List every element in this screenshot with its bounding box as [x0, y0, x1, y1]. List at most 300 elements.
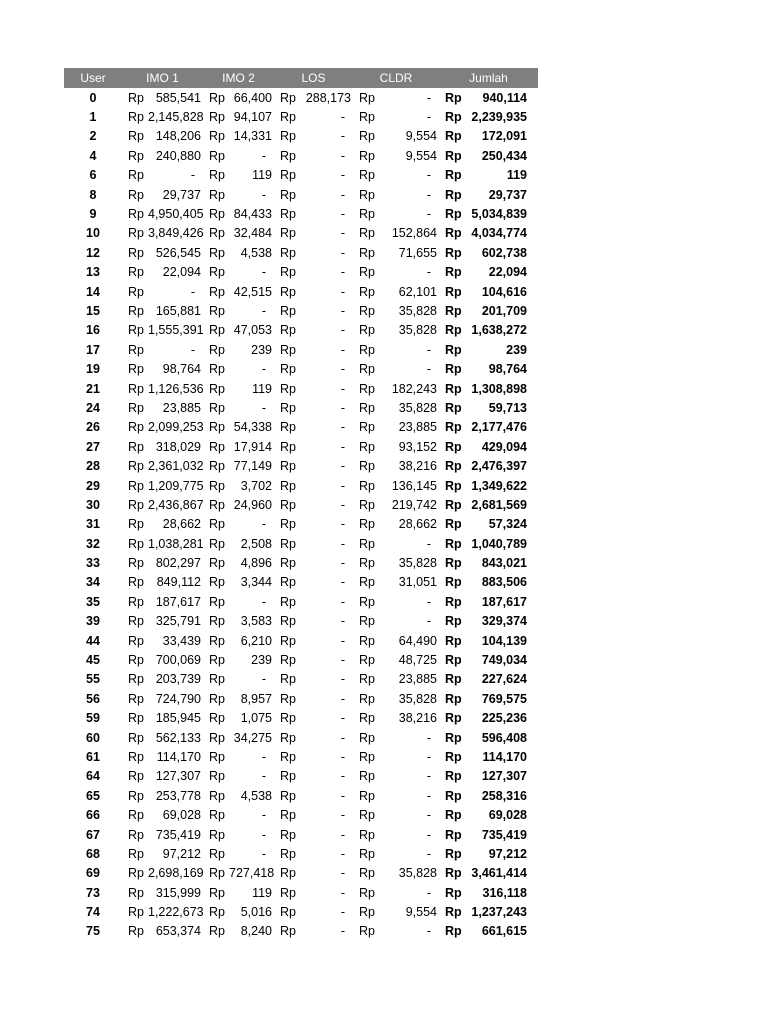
table-row	[64, 321, 538, 340]
currency-label: Rp	[128, 730, 144, 745]
cell-imo1: 165,881	[155, 303, 201, 318]
currency-label: Rp	[128, 653, 144, 668]
currency-label: Rp	[209, 866, 225, 881]
cell-cldr: -	[426, 90, 431, 105]
cell-user: 27	[86, 439, 100, 454]
currency-label: Rp	[359, 362, 375, 377]
currency-label: Rp	[280, 614, 296, 629]
cell-cldr: -	[426, 536, 431, 551]
cell-los: -	[340, 614, 345, 629]
cell-cldr: -	[426, 769, 431, 784]
currency-label: Rp	[280, 110, 296, 125]
cell-imo2: 32,484	[233, 226, 272, 241]
currency-label: Rp	[128, 691, 144, 706]
cell-cldr: -	[426, 342, 431, 357]
cell-jumlah: 661,615	[481, 924, 527, 939]
currency-label: Rp	[445, 148, 462, 163]
cell-imo1: 318,029	[155, 439, 201, 454]
currency-label: Rp	[209, 381, 225, 396]
cell-cldr: 62,101	[398, 284, 437, 299]
currency-label: Rp	[128, 536, 144, 551]
cell-imo1: 203,739	[155, 672, 201, 687]
currency-label: Rp	[280, 594, 296, 609]
cell-user: 29	[86, 478, 100, 493]
table-row	[64, 301, 538, 320]
cell-cldr: 71,655	[398, 245, 437, 260]
cell-imo2: 3,344	[240, 575, 272, 590]
currency-label: Rp	[128, 207, 144, 222]
cell-imo1: 29,737	[162, 187, 201, 202]
currency-label: Rp	[445, 905, 462, 920]
cell-jumlah: 1,349,622	[471, 478, 527, 493]
cell-user: 12	[86, 245, 100, 260]
currency-label: Rp	[209, 653, 225, 668]
cell-cldr: 219,742	[391, 497, 437, 512]
table-row	[64, 224, 538, 243]
cell-jumlah: 59,713	[488, 400, 527, 415]
cell-jumlah: 1,638,272	[471, 323, 527, 338]
table-row	[64, 689, 538, 708]
cell-imo1: 23,885	[162, 400, 201, 415]
cell-user: 35	[86, 594, 100, 609]
currency-label: Rp	[359, 575, 375, 590]
cell-cldr: 136,145	[391, 478, 437, 493]
cell-jumlah: 225,236	[481, 711, 527, 726]
table-row	[64, 359, 538, 378]
currency-label: Rp	[280, 400, 296, 415]
cell-user: 21	[86, 381, 100, 396]
currency-label: Rp	[445, 381, 462, 396]
cell-cldr: -	[426, 808, 431, 823]
cell-user: 17	[86, 342, 100, 357]
currency-label: Rp	[445, 885, 462, 900]
cell-los: -	[340, 594, 345, 609]
currency-label: Rp	[445, 827, 462, 842]
cell-imo1: 2,099,253	[148, 420, 204, 435]
currency-label: Rp	[280, 284, 296, 299]
cell-los: -	[340, 226, 345, 241]
currency-label: Rp	[209, 885, 225, 900]
cell-imo2: -	[261, 827, 266, 842]
currency-label: Rp	[209, 459, 225, 474]
cell-imo1: 802,297	[155, 556, 201, 571]
cell-cldr: -	[426, 614, 431, 629]
currency-label: Rp	[445, 362, 462, 377]
currency-label: Rp	[445, 478, 462, 493]
table-row	[64, 805, 538, 824]
currency-label: Rp	[209, 420, 225, 435]
currency-label: Rp	[209, 808, 225, 823]
cell-imo2: 8,240	[240, 924, 272, 939]
cell-jumlah: 2,239,935	[471, 110, 527, 125]
cell-cldr: 35,828	[398, 400, 437, 415]
currency-label: Rp	[280, 245, 296, 260]
table-row	[64, 398, 538, 417]
currency-label: Rp	[445, 575, 462, 590]
currency-label: Rp	[128, 905, 144, 920]
currency-label: Rp	[359, 187, 375, 202]
currency-label: Rp	[280, 381, 296, 396]
currency-label: Rp	[359, 924, 375, 939]
cell-imo2: 5,016	[240, 905, 272, 920]
currency-label: Rp	[209, 245, 225, 260]
table-row	[64, 185, 538, 204]
currency-label: Rp	[128, 439, 144, 454]
cell-imo2: -	[261, 517, 266, 532]
currency-label: Rp	[359, 110, 375, 125]
currency-label: Rp	[280, 148, 296, 163]
currency-label: Rp	[445, 691, 462, 706]
currency-label: Rp	[280, 846, 296, 861]
cell-cldr: -	[426, 924, 431, 939]
cell-jumlah: 940,114	[482, 90, 527, 105]
currency-label: Rp	[128, 362, 144, 377]
table-row	[64, 418, 538, 437]
currency-label: Rp	[280, 556, 296, 571]
cell-cldr: 35,828	[398, 303, 437, 318]
currency-label: Rp	[209, 575, 225, 590]
cell-los: 288,173	[305, 90, 351, 105]
cell-user: 15	[86, 303, 100, 318]
cell-imo1: 1,555,391	[148, 323, 204, 338]
cell-imo2: 4,896	[240, 556, 272, 571]
currency-label: Rp	[209, 207, 225, 222]
cell-los: -	[340, 497, 345, 512]
currency-label: Rp	[280, 265, 296, 280]
currency-label: Rp	[209, 342, 225, 357]
cell-los: -	[340, 633, 345, 648]
currency-label: Rp	[280, 420, 296, 435]
currency-label: Rp	[445, 924, 462, 939]
currency-label: Rp	[280, 575, 296, 590]
currency-label: Rp	[128, 788, 144, 803]
currency-label: Rp	[359, 769, 375, 784]
cell-imo2: 24,960	[233, 497, 272, 512]
currency-label: Rp	[359, 245, 375, 260]
currency-label: Rp	[445, 207, 462, 222]
cell-los: -	[340, 284, 345, 299]
cell-imo2: 94,107	[233, 110, 272, 125]
cell-user: 14	[86, 284, 100, 299]
currency-label: Rp	[359, 517, 375, 532]
table-row	[64, 534, 538, 553]
cell-jumlah: 172,091	[481, 129, 527, 144]
cell-imo2: 4,538	[240, 245, 272, 260]
cell-imo1: 315,999	[155, 885, 201, 900]
currency-label: Rp	[280, 517, 296, 532]
table-row	[64, 825, 538, 844]
cell-imo1: 33,439	[162, 633, 201, 648]
currency-label: Rp	[128, 168, 144, 183]
currency-label: Rp	[359, 633, 375, 648]
cell-user: 56	[86, 691, 100, 706]
currency-label: Rp	[209, 497, 225, 512]
cell-imo2: 2,508	[240, 536, 272, 551]
currency-label: Rp	[280, 226, 296, 241]
currency-label: Rp	[128, 90, 144, 105]
cell-los: -	[340, 691, 345, 706]
currency-label: Rp	[359, 400, 375, 415]
cell-imo1: 1,209,775	[148, 478, 204, 493]
cell-los: -	[340, 323, 345, 338]
cell-imo1: -	[190, 342, 195, 357]
cell-jumlah: 749,034	[481, 653, 527, 668]
cell-imo1: 127,307	[155, 769, 201, 784]
currency-label: Rp	[128, 614, 144, 629]
currency-label: Rp	[280, 653, 296, 668]
table-row	[64, 592, 538, 611]
cell-imo1: 3,849,426	[148, 226, 204, 241]
cell-imo2: 6,210	[240, 633, 272, 648]
currency-label: Rp	[359, 284, 375, 299]
cell-cldr: 35,828	[398, 323, 437, 338]
cell-jumlah: 602,738	[481, 245, 527, 260]
header-imo1: IMO 1	[146, 71, 179, 85]
currency-label: Rp	[280, 536, 296, 551]
currency-label: Rp	[128, 866, 144, 881]
cell-user: 60	[86, 730, 100, 745]
cell-imo2: -	[261, 672, 266, 687]
cell-imo2: 119	[252, 168, 272, 183]
currency-label: Rp	[280, 362, 296, 377]
cell-imo2: 47,053	[233, 323, 272, 338]
currency-label: Rp	[445, 769, 462, 784]
currency-label: Rp	[209, 129, 225, 144]
cell-cldr: 9,554	[405, 148, 437, 163]
currency-label: Rp	[359, 536, 375, 551]
currency-label: Rp	[359, 672, 375, 687]
cell-cldr: -	[426, 788, 431, 803]
cell-imo2: -	[261, 362, 266, 377]
currency-label: Rp	[445, 711, 462, 726]
cell-user: 0	[89, 90, 97, 105]
cell-imo1: 2,698,169	[148, 866, 204, 881]
cell-cldr: 35,828	[398, 691, 437, 706]
cell-los: -	[340, 342, 345, 357]
currency-label: Rp	[128, 711, 144, 726]
cell-imo1: 2,145,828	[148, 110, 204, 125]
cell-cldr: 35,828	[398, 556, 437, 571]
cell-cldr: 182,243	[391, 381, 437, 396]
table-row	[64, 728, 538, 747]
currency-label: Rp	[359, 866, 375, 881]
cell-cldr: -	[426, 846, 431, 861]
currency-label: Rp	[445, 846, 462, 861]
cell-user: 24	[86, 400, 100, 415]
cell-imo1: 1,126,536	[148, 381, 204, 396]
table-row	[64, 379, 538, 398]
currency-label: Rp	[209, 323, 225, 338]
header-imo2: IMO 2	[222, 71, 255, 85]
cell-jumlah: 1,237,243	[471, 905, 527, 920]
currency-label: Rp	[445, 808, 462, 823]
currency-label: Rp	[445, 536, 462, 551]
cell-jumlah: 1,040,789	[471, 536, 527, 551]
table-row	[64, 127, 538, 146]
currency-label: Rp	[445, 614, 462, 629]
cell-cldr: 9,554	[405, 129, 437, 144]
cell-los: -	[340, 846, 345, 861]
cell-imo1: 562,133	[155, 730, 201, 745]
currency-label: Rp	[209, 148, 225, 163]
table-row	[64, 844, 538, 863]
currency-label: Rp	[209, 788, 225, 803]
cell-jumlah: 2,476,397	[471, 459, 527, 474]
cell-imo1: 526,545	[155, 245, 201, 260]
currency-label: Rp	[359, 342, 375, 357]
cell-imo1: 253,778	[155, 788, 201, 803]
currency-label: Rp	[128, 459, 144, 474]
table-row	[64, 107, 538, 126]
cell-user: 64	[86, 769, 100, 784]
currency-label: Rp	[209, 226, 225, 241]
cell-user: 69	[86, 866, 100, 881]
table-row	[64, 437, 538, 456]
cell-cldr: 38,216	[398, 459, 437, 474]
currency-label: Rp	[280, 905, 296, 920]
cell-imo1: 700,069	[155, 653, 201, 668]
cell-cldr: -	[426, 362, 431, 377]
table-row	[64, 282, 538, 301]
cell-cldr: 64,490	[398, 633, 437, 648]
cell-los: -	[340, 885, 345, 900]
cell-imo1: 28,662	[162, 517, 201, 532]
currency-label: Rp	[445, 866, 462, 881]
cell-los: -	[340, 749, 345, 764]
table-row	[64, 243, 538, 262]
cell-imo2: 54,338	[233, 420, 272, 435]
cell-imo1: 735,419	[155, 827, 201, 842]
cell-imo2: 119	[252, 381, 272, 396]
cell-user: 44	[86, 633, 100, 648]
currency-label: Rp	[128, 924, 144, 939]
currency-label: Rp	[445, 284, 462, 299]
currency-label: Rp	[128, 420, 144, 435]
currency-label: Rp	[359, 381, 375, 396]
cell-imo2: -	[261, 400, 266, 415]
currency-label: Rp	[445, 265, 462, 280]
currency-label: Rp	[359, 90, 375, 105]
table-body	[64, 88, 538, 941]
cell-user: 13	[86, 265, 100, 280]
currency-label: Rp	[359, 497, 375, 512]
cell-imo2: 1,075	[240, 711, 272, 726]
cell-imo1: 148,206	[155, 129, 201, 144]
table-row	[64, 786, 538, 805]
currency-label: Rp	[280, 497, 296, 512]
currency-label: Rp	[209, 769, 225, 784]
cell-los: -	[340, 769, 345, 784]
cell-los: -	[340, 788, 345, 803]
currency-label: Rp	[280, 207, 296, 222]
cell-cldr: 23,885	[398, 672, 437, 687]
table-row	[64, 573, 538, 592]
table-row	[64, 476, 538, 495]
table-row	[64, 864, 538, 883]
cell-imo2: 8,957	[240, 691, 272, 706]
currency-label: Rp	[445, 342, 462, 357]
currency-label: Rp	[128, 517, 144, 532]
cell-cldr: -	[426, 265, 431, 280]
currency-label: Rp	[359, 691, 375, 706]
cell-imo1: 724,790	[155, 691, 201, 706]
currency-label: Rp	[280, 459, 296, 474]
currency-label: Rp	[209, 265, 225, 280]
currency-label: Rp	[128, 284, 144, 299]
cell-los: -	[340, 459, 345, 474]
table-row	[64, 631, 538, 650]
cell-jumlah: 2,177,476	[471, 420, 527, 435]
cell-user: 74	[86, 905, 100, 920]
currency-label: Rp	[209, 614, 225, 629]
currency-label: Rp	[128, 497, 144, 512]
cell-imo1: -	[190, 284, 195, 299]
currency-label: Rp	[445, 556, 462, 571]
table-row	[64, 146, 538, 165]
cell-imo2: -	[261, 594, 266, 609]
cell-imo2: -	[261, 769, 266, 784]
currency-label: Rp	[445, 517, 462, 532]
cell-imo2: 239	[251, 342, 272, 357]
currency-label: Rp	[445, 303, 462, 318]
cell-imo1: 585,541	[155, 90, 201, 105]
cell-cldr: 31,051	[398, 575, 437, 590]
currency-label: Rp	[209, 536, 225, 551]
currency-label: Rp	[209, 517, 225, 532]
cell-user: 61	[86, 749, 100, 764]
cell-user: 34	[86, 575, 100, 590]
cell-jumlah: 119	[506, 168, 527, 183]
currency-label: Rp	[445, 90, 462, 105]
cell-cldr: -	[426, 168, 431, 183]
cell-imo1: 2,436,867	[148, 497, 204, 512]
cell-los: -	[340, 575, 345, 590]
currency-label: Rp	[128, 672, 144, 687]
cell-jumlah: 239	[506, 342, 527, 357]
cell-user: 31	[86, 517, 100, 532]
cell-user: 1	[89, 110, 97, 125]
currency-label: Rp	[128, 323, 144, 338]
cell-imo1: 653,374	[155, 924, 201, 939]
table-row	[64, 709, 538, 728]
cell-imo1: 1,222,673	[148, 905, 204, 920]
currency-label: Rp	[359, 808, 375, 823]
cell-los: -	[340, 187, 345, 202]
cell-los: -	[340, 827, 345, 842]
cell-jumlah: 5,034,839	[471, 207, 527, 222]
cell-imo1: 240,880	[155, 148, 201, 163]
table-row	[64, 767, 538, 786]
currency-label: Rp	[128, 478, 144, 493]
cell-jumlah: 98,764	[488, 362, 527, 377]
currency-label: Rp	[359, 420, 375, 435]
cell-imo1: 1,038,281	[148, 536, 204, 551]
currency-label: Rp	[128, 827, 144, 842]
cell-los: -	[340, 711, 345, 726]
cell-user: 73	[86, 885, 100, 900]
cell-user: 4	[89, 148, 97, 163]
currency-label: Rp	[359, 265, 375, 280]
cell-user: 9	[89, 207, 97, 222]
currency-label: Rp	[280, 730, 296, 745]
cell-los: -	[340, 517, 345, 532]
currency-label: Rp	[280, 885, 296, 900]
currency-label: Rp	[209, 187, 225, 202]
currency-label: Rp	[128, 769, 144, 784]
currency-label: Rp	[280, 303, 296, 318]
cell-imo1: 97,212	[162, 846, 201, 861]
currency-label: Rp	[128, 633, 144, 648]
